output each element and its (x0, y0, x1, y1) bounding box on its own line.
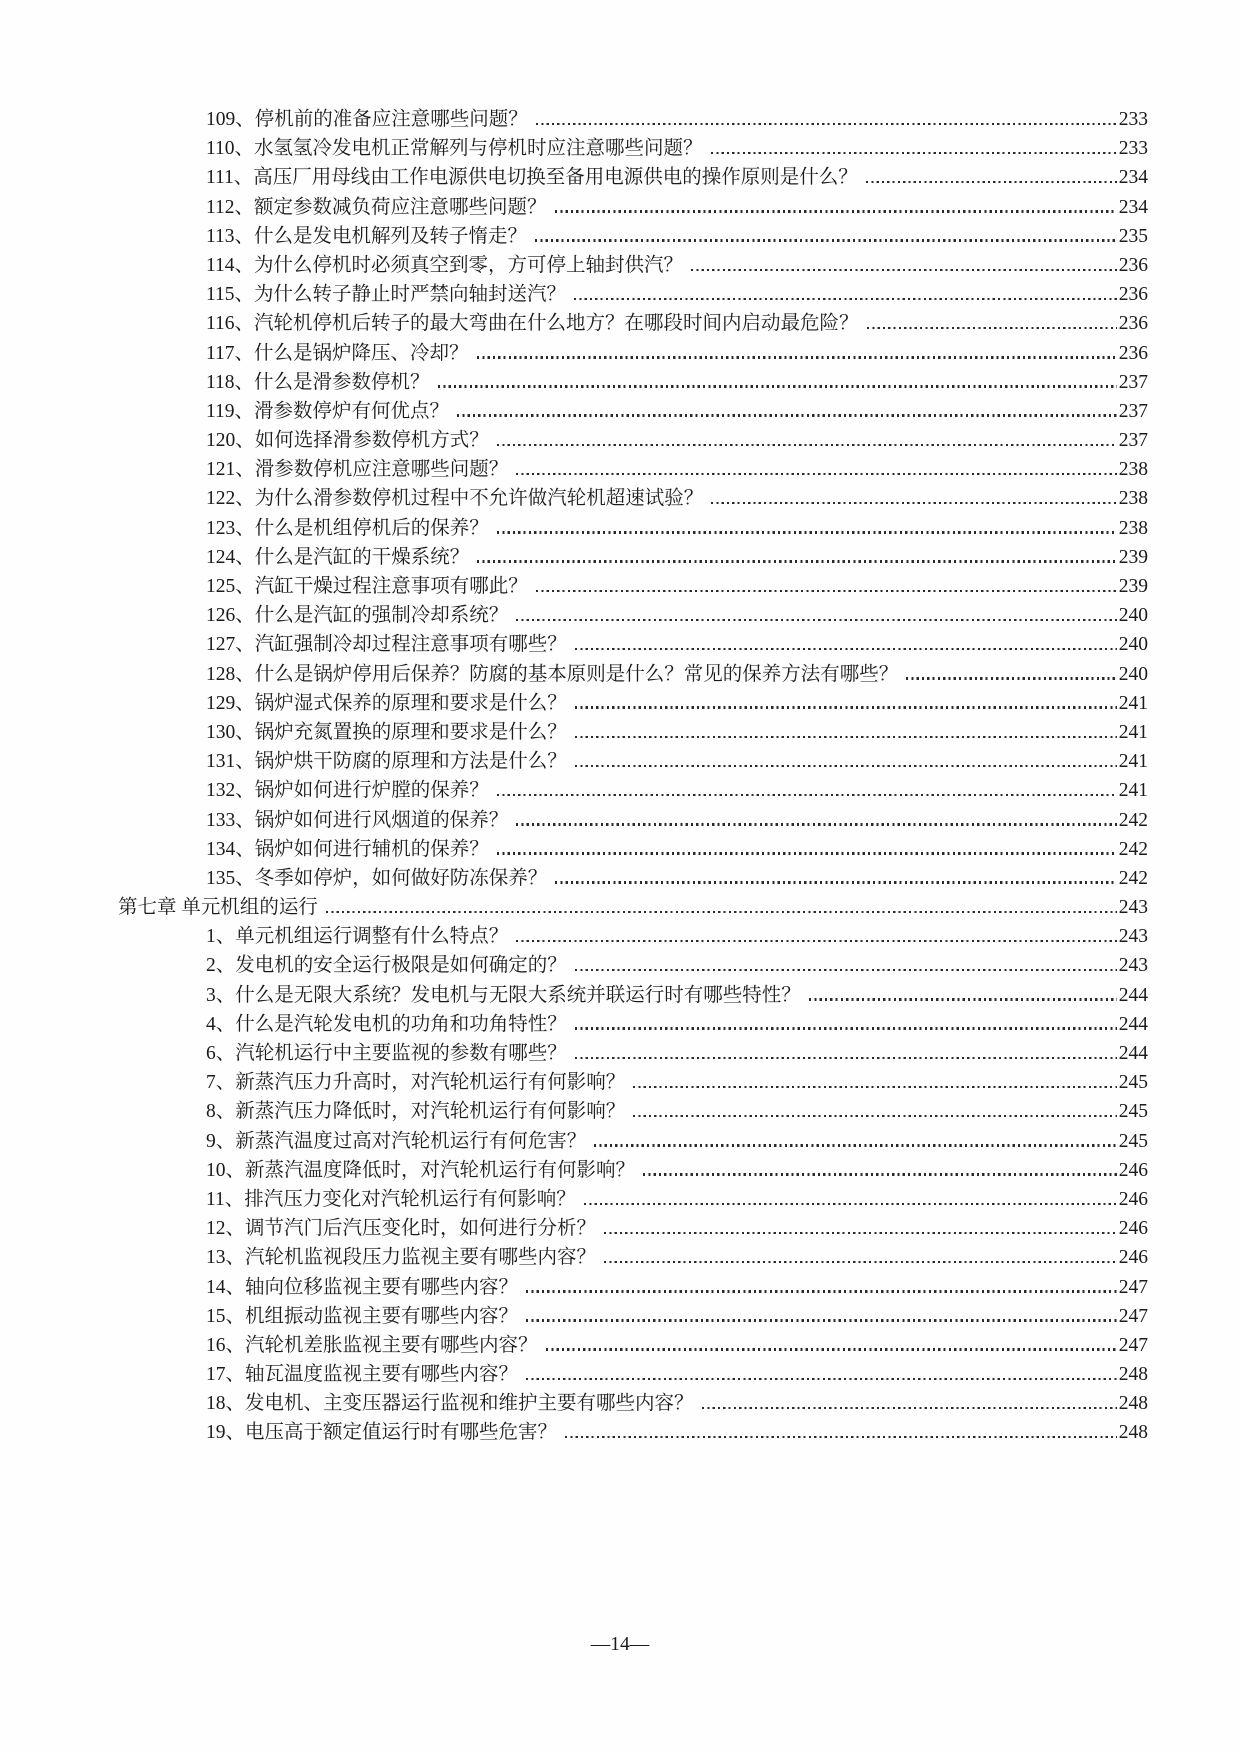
toc-entry (118, 280, 1148, 309)
toc-entry-page-number: 248 (1118, 1364, 1148, 1386)
toc-entry-label: 112、额定参数减负荷应注意哪些问题？ (206, 196, 547, 218)
toc-entry-page-number: 241 (1118, 780, 1148, 802)
dot-leader (326, 911, 1117, 913)
toc-entry (118, 1068, 1148, 1097)
toc-entry-page-number: 248 (1118, 1393, 1148, 1415)
toc-entry-label: 111、高压厂用母线由工作电源供电切换至备用电源供电的操作原则是什么？ (206, 167, 858, 189)
toc-entry-page-number: 240 (1118, 663, 1148, 685)
toc-entry-page-number: 240 (1118, 605, 1148, 627)
toc-entry (118, 1302, 1148, 1331)
toc-entry (118, 718, 1148, 747)
dot-leader (575, 736, 1117, 738)
toc-entry-label: 3、什么是无限大系统？发电机与无限大系统并联运行时有哪些特性？ (206, 984, 801, 1006)
toc-entry-page-number: 238 (1118, 488, 1148, 510)
toc-entry-label: 118、什么是滑参数停机？ (206, 371, 430, 393)
dot-leader (516, 940, 1116, 942)
toc-entry (118, 1331, 1148, 1360)
toc-entry-page-number: 245 (1118, 1072, 1148, 1094)
toc-entry-label: 130、锅炉充氮置换的原理和要求是什么？ (206, 721, 567, 743)
dot-leader (575, 969, 1117, 971)
toc-entry (118, 134, 1148, 163)
dot-leader (526, 1319, 1117, 1321)
toc-entry-page-number: 244 (1118, 1013, 1148, 1035)
toc-entry-label: 128、什么是锅炉停用后保养？防腐的基本原则是什么？常见的保养方法有哪些？ (206, 663, 899, 685)
toc-entry-page-number: 235 (1118, 225, 1148, 247)
toc-entry-page-number: 234 (1118, 167, 1148, 189)
dot-leader (633, 1115, 1116, 1117)
toc-entry (118, 864, 1148, 893)
toc-entry-page-number: 238 (1118, 517, 1148, 539)
page-number-footer (0, 1632, 1240, 1658)
dot-leader (516, 619, 1116, 621)
toc-entry-page-number: 244 (1118, 1043, 1148, 1064)
dot-leader (594, 1144, 1116, 1146)
toc-entry-page-number: 233 (1118, 138, 1148, 160)
toc-entry-page-number: 246 (1118, 1218, 1148, 1240)
dot-leader (477, 356, 1117, 358)
dot-leader (555, 210, 1117, 212)
toc-entry-page-number: 239 (1118, 546, 1148, 568)
toc-entry-page-number: 246 (1118, 1159, 1148, 1181)
toc-entry-label: 133、锅炉如何进行风烟道的保养？ (206, 809, 509, 831)
toc-entry-page-number: 248 (1118, 1422, 1148, 1444)
toc-entry-label: 127、汽缸强制冷却过程注意事项有哪些？ (206, 634, 567, 656)
dot-leader (438, 385, 1117, 387)
toc-entry (118, 1010, 1148, 1039)
dot-leader (604, 1232, 1117, 1234)
dot-leader (526, 1378, 1117, 1380)
dot-leader (633, 1086, 1116, 1088)
toc-entry (118, 601, 1148, 630)
toc-entry (118, 1418, 1148, 1447)
toc-entry (118, 514, 1148, 543)
dot-leader (536, 590, 1117, 592)
dot-leader (535, 239, 1117, 241)
toc-entry (118, 776, 1148, 805)
toc-entry-page-number: 245 (1118, 1101, 1148, 1123)
dot-leader (526, 1290, 1117, 1292)
toc-entry-label: 10、新蒸汽温度降低时，对汽轮机运行有何影响？ (206, 1159, 636, 1181)
toc-entry (118, 484, 1148, 513)
toc-entry-page-number: 234 (1118, 196, 1148, 218)
toc-entry (118, 397, 1148, 426)
toc-entry (118, 1127, 1148, 1156)
dot-leader (711, 502, 1116, 504)
toc-entry-label: 6、汽轮机运行中主要监视的参数有哪些？ (206, 1043, 567, 1064)
toc-entry (118, 1243, 1148, 1272)
dot-leader (866, 181, 1117, 183)
dot-leader (477, 560, 1116, 562)
toc-entry (118, 1273, 1148, 1302)
dot-leader (643, 1173, 1117, 1175)
toc-entry-label: 123、什么是机组停机后的保养？ (206, 517, 489, 539)
dot-leader (516, 473, 1116, 475)
toc-entry-page-number: 241 (1118, 721, 1148, 743)
toc-entry-label: 131、锅炉烘干防腐的原理和方法是什么？ (206, 751, 567, 773)
toc-entry-label: 114、为什么停机时必须真空到零，方可停上轴封供汽？ (206, 254, 684, 276)
toc-entry-label: 120、如何选择滑参数停机方式？ (206, 430, 489, 452)
toc-entry (118, 1097, 1148, 1126)
toc-entry-label: 1、单元机组运行调整有什么特点？ (206, 926, 509, 948)
toc-entry-page-number: 236 (1118, 254, 1148, 276)
toc-entry-page-number: 246 (1118, 1247, 1148, 1269)
toc-entry (118, 1389, 1148, 1418)
dot-leader (867, 327, 1117, 329)
dot-leader (516, 823, 1116, 825)
dot-leader (546, 1348, 1117, 1350)
dot-leader (691, 269, 1117, 271)
toc-entry (118, 689, 1148, 718)
toc-entry-page-number: 243 (1118, 955, 1148, 977)
dot-leader (457, 414, 1117, 416)
toc-entry-label: 9、新蒸汽温度过高对汽轮机运行有何危害？ (206, 1130, 587, 1152)
toc-entry (118, 1039, 1148, 1068)
toc-entry-label: 12、调节汽门后汽压变化时，如何进行分析？ (206, 1218, 597, 1240)
toc-entry (118, 426, 1148, 455)
toc-entry (118, 951, 1148, 980)
toc-entry-page-number: 241 (1118, 751, 1148, 773)
toc-entry-page-number: 246 (1118, 1188, 1148, 1210)
toc-entry (118, 660, 1148, 689)
toc-entry-page-number: 242 (1118, 809, 1148, 831)
toc-entry (118, 981, 1148, 1010)
toc-entry-label: 125、汽缸干燥过程注意事项有哪此？ (206, 576, 528, 597)
dot-leader (702, 1407, 1117, 1409)
toc-entry (118, 922, 1148, 951)
toc-entry-label: 19、电压高于额定值运行时有哪些危害？ (206, 1422, 558, 1444)
toc-entry (118, 1185, 1148, 1214)
toc-entry-page-number: 239 (1118, 576, 1148, 597)
toc-entry (118, 193, 1148, 222)
toc-entry-label: 15、机组振动监视主要有哪些内容？ (206, 1305, 519, 1327)
toc-entry (118, 543, 1148, 572)
toc-entry-label: 135、冬季如停炉，如何做好防冻保养？ (206, 867, 548, 889)
toc-entry-page-number: 241 (1118, 692, 1148, 714)
toc-entry-page-number: 247 (1118, 1305, 1148, 1327)
toc-entry-page-number: 243 (1118, 897, 1148, 919)
toc-entry-page-number: 238 (1118, 459, 1148, 481)
toc-entry-page-number: 237 (1118, 371, 1148, 393)
toc-entry-label: 121、滑参数停机应注意哪些问题？ (206, 459, 509, 481)
dot-leader (809, 998, 1117, 1000)
toc-entry-label: 16、汽轮机差胀监视主要有哪些内容？ (206, 1334, 538, 1356)
toc-entry-label: 17、轴瓦温度监视主要有哪些内容？ (206, 1364, 519, 1386)
dot-leader (565, 1436, 1117, 1438)
toc-entry-label: 109、停机前的准备应注意哪些问题？ (206, 109, 528, 130)
dot-leader (575, 648, 1117, 650)
toc-entry-label: 132、锅炉如何进行炉膛的保养？ (206, 780, 489, 802)
toc-entry-page-number: 237 (1118, 430, 1148, 452)
dot-leader (497, 852, 1117, 854)
page-number-text: —14— (590, 1634, 650, 1655)
toc-entry-label: 13、汽轮机监视段压力监视主要有哪些内容？ (206, 1247, 597, 1269)
toc-entry-label: 4、什么是汽轮发电机的功角和功角特性？ (206, 1013, 567, 1035)
toc-entry-label: 129、锅炉湿式保养的原理和要求是什么？ (206, 692, 567, 714)
toc-entry-page-number: 242 (1118, 838, 1148, 860)
toc-entry (118, 368, 1148, 397)
toc-entry (118, 105, 1148, 134)
toc-entry-label: 第七章 单元机组的运行 (118, 897, 318, 919)
toc-entry-label: 116、汽轮机停机后转子的最大弯曲在什么地方？在哪段时间内启动最危险？ (206, 313, 859, 335)
toc-entry-page-number: 233 (1118, 109, 1148, 130)
dot-leader (555, 881, 1116, 883)
toc-entry-label: 14、轴向位移监视主要有哪些内容？ (206, 1276, 519, 1298)
toc-entry-label: 126、什么是汽缸的强制冷却系统？ (206, 605, 509, 627)
toc-entry (118, 630, 1148, 659)
dot-leader (574, 298, 1117, 300)
toc-entry-page-number: 247 (1118, 1276, 1148, 1298)
dot-leader (575, 1057, 1117, 1059)
toc-entry-page-number: 245 (1118, 1130, 1148, 1152)
toc-entry-label: 2、发电机的安全运行极限是如何确定的？ (206, 955, 567, 977)
toc-entry-label: 113、什么是发电机解列及转子惰走？ (206, 225, 528, 247)
toc-entry-label: 11、排汽压力变化对汽轮机运行有何影响？ (206, 1188, 576, 1210)
dot-leader (575, 765, 1117, 767)
toc-entry-page-number: 236 (1118, 284, 1148, 306)
toc-entry (118, 1214, 1148, 1243)
toc-entry (118, 747, 1148, 776)
toc-entry (118, 893, 1148, 922)
toc-entry-page-number: 247 (1118, 1334, 1148, 1356)
toc-entry (118, 251, 1148, 280)
toc-entry (118, 835, 1148, 864)
dot-leader (906, 677, 1116, 679)
toc-entry-page-number: 237 (1118, 400, 1148, 422)
dot-leader (711, 152, 1117, 154)
toc-entry (118, 339, 1148, 368)
table-of-contents (118, 105, 1148, 1448)
toc-entry (118, 1360, 1148, 1389)
dot-leader (575, 706, 1117, 708)
toc-entry-label: 122、为什么滑参数停机过程中不允许做汽轮机超速试验？ (206, 488, 704, 510)
dot-leader (604, 1261, 1117, 1263)
dot-leader (575, 1027, 1117, 1029)
toc-entry-page-number: 240 (1118, 634, 1148, 656)
toc-entry-page-number: 243 (1118, 926, 1148, 948)
toc-entry-page-number: 236 (1118, 342, 1148, 364)
toc-entry (118, 1156, 1148, 1185)
toc-entry (118, 455, 1148, 484)
toc-entry-label: 124、什么是汽缸的干燥系统？ (206, 546, 470, 568)
toc-entry-label: 110、水氢氢冷发电机正常解列与停机时应注意哪些问题？ (206, 138, 703, 160)
toc-entry (118, 222, 1148, 251)
dot-leader (497, 444, 1117, 446)
toc-entry-page-number: 244 (1118, 984, 1148, 1006)
toc-entry-label: 18、发电机、主变压器运行监视和维护主要有哪些内容？ (206, 1393, 694, 1415)
toc-entry-label: 8、新蒸汽压力降低时，对汽轮机运行有何影响？ (206, 1101, 626, 1123)
toc-entry (118, 309, 1148, 338)
toc-entry-label: 117、什么是锅炉降压、冷却？ (206, 342, 469, 364)
toc-entry (118, 806, 1148, 835)
dot-leader (497, 531, 1117, 533)
toc-entry-label: 7、新蒸汽压力升高时，对汽轮机运行有何影响？ (206, 1072, 626, 1094)
toc-entry (118, 572, 1148, 601)
toc-entry-page-number: 236 (1118, 313, 1148, 335)
dot-leader (497, 794, 1117, 796)
toc-entry-page-number: 242 (1118, 867, 1148, 889)
toc-entry (118, 163, 1148, 192)
toc-entry-label: 119、滑参数停炉有何优点？ (206, 400, 450, 422)
dot-leader (536, 123, 1117, 125)
dot-leader (584, 1203, 1117, 1205)
toc-entry-label: 134、锅炉如何进行辅机的保养？ (206, 838, 489, 860)
toc-entry-label: 115、为什么转子静止时严禁向轴封送汽？ (206, 284, 567, 306)
